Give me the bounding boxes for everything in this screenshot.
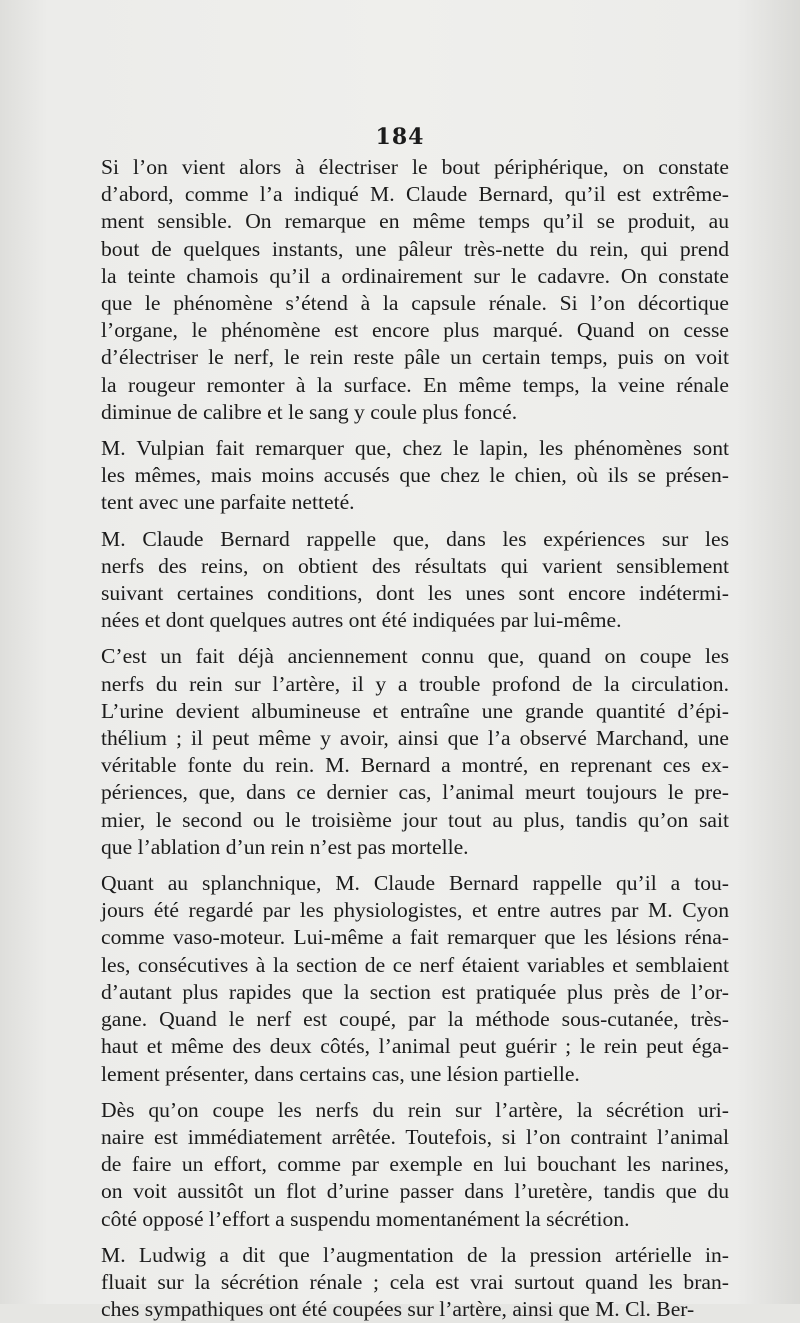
text-line: que le phénomène s’étend à la capsule rénale. Si l’on décortique bbox=[101, 291, 729, 316]
text-line: que l’ablation d’un rein n’est pas mortelle. bbox=[101, 834, 469, 859]
text-line: d’électriser le nerf, le rein reste pâle un certain temps, puis on voit bbox=[101, 345, 729, 370]
text-line: nerfs du rein sur l’artère, il y a trouble profond de la circulation. bbox=[101, 671, 729, 696]
body-text bbox=[79, 154, 729, 1323]
text-line: on voit aussitôt un flot d’urine passer dans l’uretère, tandis que du bbox=[101, 1179, 729, 1204]
text-line: haut et même des deux côtés, l’animal peut guérir ; le rein peut éga- bbox=[101, 1034, 729, 1059]
text-line: diminue de calibre et le sang y coule plus foncé. bbox=[101, 399, 518, 424]
text-line: nerfs des reins, on obtient des résultats qui varient sensiblement bbox=[101, 553, 729, 578]
text-line: ches sympathiques ont été coupées sur l’artère, ainsi que M. Cl. Ber- bbox=[101, 1297, 695, 1322]
text-line: jours été regardé par les physiologistes, et entre autres par M. Cyon bbox=[101, 898, 729, 923]
text-line: bout de quelques instants, une pâleur très-nette du rein, qui prend bbox=[101, 236, 729, 261]
text-line: périences, que, dans ce dernier cas, l’animal meurt toujours le pre- bbox=[101, 780, 729, 805]
paragraph bbox=[79, 435, 729, 517]
paragraph bbox=[79, 1242, 729, 1323]
text-line: la rougeur remonter à la surface. En même temps, la veine rénale bbox=[101, 372, 729, 397]
text-line: M. Claude Bernard rappelle que, dans les expériences sur les bbox=[101, 526, 729, 551]
paragraph bbox=[79, 154, 729, 426]
text-line: lement présenter, dans certains cas, une lésion partielle. bbox=[101, 1061, 580, 1086]
text-line: les mêmes, mais moins accusés que chez le chien, où ils se présen- bbox=[101, 463, 729, 488]
text-line: Quant au splanchnique, M. Claude Bernard rappelle qu’il a tou- bbox=[101, 871, 729, 896]
text-line: Dès qu’on coupe les nerfs du rein sur l’artère, la sécrétion uri- bbox=[101, 1097, 729, 1122]
text-line: véritable fonte du rein. M. Bernard a montré, en reprenant ces ex- bbox=[101, 753, 729, 778]
page-number: 184 bbox=[375, 124, 425, 150]
text-line: nées et dont quelques autres ont été indiquées par lui-même. bbox=[101, 608, 622, 633]
paragraph bbox=[79, 870, 729, 1088]
text-line: Si l’on vient alors à électriser le bout périphérique, on constate bbox=[101, 155, 729, 179]
text-line: suivant certaines conditions, dont les unes sont encore indétermi- bbox=[101, 581, 729, 606]
text-line: ment sensible. On remarque en même temps qu’il se produit, au bbox=[101, 209, 729, 234]
paragraph bbox=[79, 526, 729, 635]
text-line: thélium ; il peut même y avoir, ainsi que l’a observé Marchand, une bbox=[101, 726, 729, 751]
text-line: l’organe, le phénomène est encore plus marqué. Quand on cesse bbox=[101, 318, 729, 343]
text-line: de faire un effort, comme par exemple en lui bouchant les narines, bbox=[101, 1152, 729, 1177]
text-line: tent avec une parfaite netteté. bbox=[101, 490, 355, 515]
text-line: C’est un fait déjà anciennement connu que, quand on coupe les bbox=[101, 644, 729, 669]
text-line: d’autant plus rapides que la section est pratiquée plus près de l’or- bbox=[101, 979, 729, 1004]
text-line: côté opposé l’effort a suspendu momentanément la sécrétion. bbox=[101, 1206, 630, 1231]
text-line: naire est immédiatement arrêtée. Toutefois, si l’on contraint l’animal bbox=[101, 1124, 729, 1149]
text-line: M. Ludwig a dit que l’augmentation de la pression artérielle in- bbox=[101, 1242, 729, 1267]
text-line: mier, le second ou le troisième jour tout au plus, tandis qu’on sait bbox=[101, 807, 729, 832]
text-line: fluait sur la sécrétion rénale ; cela est vrai surtout quand les bran- bbox=[101, 1269, 729, 1294]
text-line: comme vaso-moteur. Lui-même a fait remarquer que les lésions réna- bbox=[101, 925, 729, 950]
text-line: les, consécutives à la section de ce nerf étaient variables et semblaient bbox=[101, 952, 729, 977]
text-line: L’urine devient albumineuse et entraîne une grande quantité d’épi- bbox=[101, 698, 729, 723]
paragraph bbox=[79, 643, 729, 861]
paragraph bbox=[79, 1097, 729, 1233]
text-line: gane. Quand le nerf est coupé, par la méthode sous-cutanée, très- bbox=[101, 1007, 729, 1032]
text-line: M. Vulpian fait remarquer que, chez le lapin, les phénomènes sont bbox=[101, 436, 729, 461]
text-line: d’abord, comme l’a indiqué M. Claude Bernard, qu’il est extrême- bbox=[101, 182, 729, 207]
text-line: la teinte chamois qu’il a ordinairement sur le cadavre. On constate bbox=[101, 263, 729, 288]
